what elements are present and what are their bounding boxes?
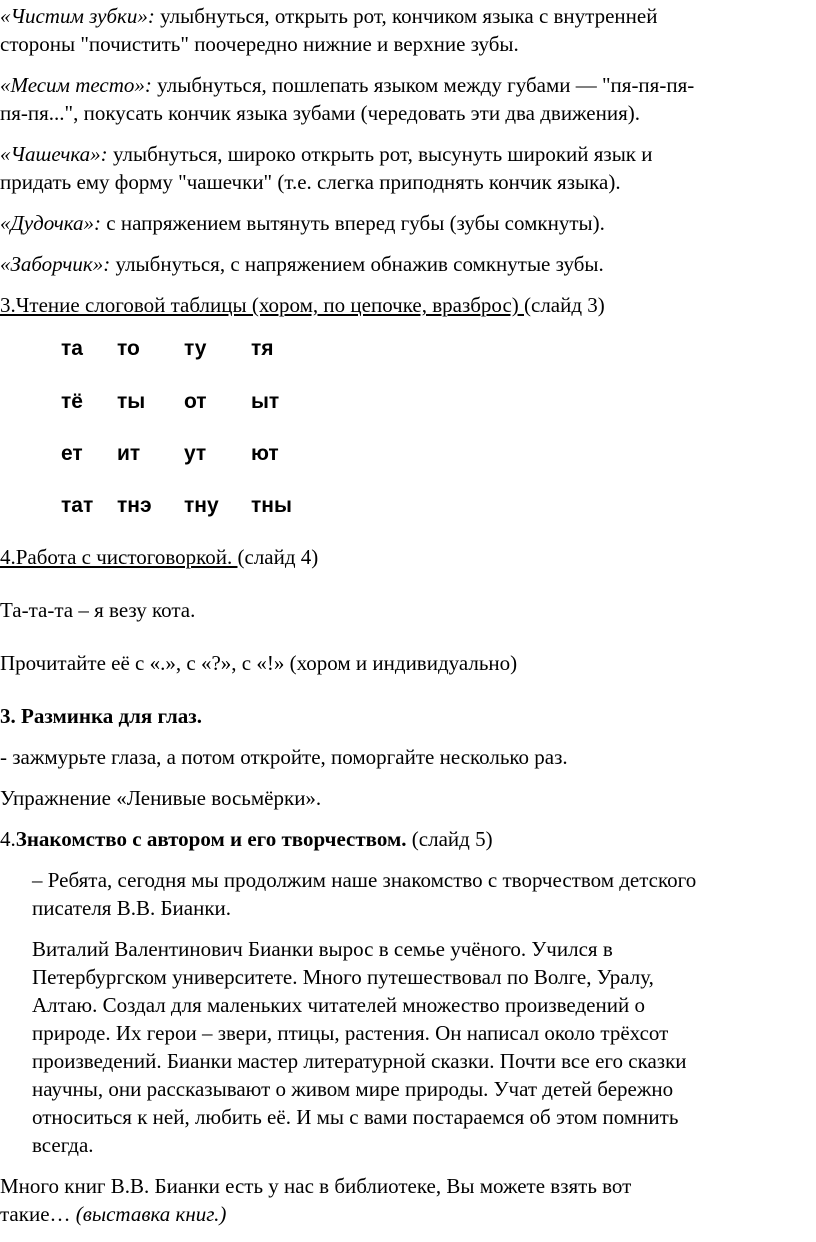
author-bio-line: относиться к ней, любить её. И мы с вами постараемся об этом помнить bbox=[32, 1105, 679, 1129]
exercise-5-line-1 bbox=[0, 250, 604, 278]
exercise-3-name: «Чашечка»: bbox=[0, 142, 108, 166]
syllable: ет bbox=[61, 442, 83, 465]
closing-text: такие… bbox=[0, 1202, 76, 1226]
exercise-2-line-1 bbox=[0, 71, 694, 99]
eye-warmup-heading: 3. Разминка для глаз. bbox=[0, 704, 202, 728]
exercise-4-text: с напряжением вытянуть вперед губы (зубы сомкнуты). bbox=[101, 211, 605, 235]
syllable: ит bbox=[117, 442, 141, 465]
syllable: от bbox=[184, 390, 207, 413]
syllable-table-heading bbox=[0, 291, 605, 319]
syllable: тя bbox=[251, 337, 274, 360]
exercise-5-name: «Заборчик»: bbox=[0, 252, 111, 276]
eye-warmup-line-1: - зажмурьте глаза, а потом откройте, поморгайте несколько раз. bbox=[0, 745, 568, 769]
syllable: ту bbox=[184, 337, 207, 360]
syllable: ты bbox=[117, 390, 146, 413]
syllable: тат bbox=[61, 494, 94, 517]
syllable: ют bbox=[251, 442, 279, 465]
tongue-twister-title: 4.Работа с чистоговоркой. bbox=[0, 545, 238, 569]
syllable: тну bbox=[184, 494, 219, 517]
author-bio-line: научны, они рассказывают о живом мире природы. Учат детей бережно bbox=[32, 1077, 674, 1101]
exercise-1-name: «Чистим зубки»: bbox=[0, 4, 155, 28]
syllable: то bbox=[117, 337, 140, 360]
exercise-3-line-1 bbox=[0, 140, 653, 168]
exercise-2-line-2: пя-пя...", покусать кончик языка зубами (чередовать эти два движения). bbox=[0, 101, 640, 125]
syllable: та bbox=[61, 337, 83, 360]
syllable: тнэ bbox=[117, 494, 152, 517]
author-intro-line: писателя В.В. Бианки. bbox=[32, 896, 232, 920]
tongue-twister-phrase: Та-та-та – я везу кота. bbox=[0, 598, 196, 622]
exercise-2-text: улыбнуться, пошлепать языком между губами — "пя-пя-пя- bbox=[151, 73, 695, 97]
exercise-4-line-1 bbox=[0, 209, 605, 237]
closing-line-1: Много книг В.В. Бианки есть у нас в библиотеке, Вы можете взять вот bbox=[0, 1174, 632, 1198]
author-bio-line: Петербургском университете. Много путешествовал по Волге, Уралу, bbox=[32, 965, 654, 989]
syllable: тны bbox=[251, 494, 292, 517]
author-heading bbox=[0, 825, 493, 853]
author-bio-line: природе. Их герои – звери, птицы, растения. Он написал около трёхсот bbox=[32, 1021, 669, 1045]
author-bio-line: Алтаю. Создал для маленьких читателей множество произведений о bbox=[32, 993, 645, 1017]
syllable-table-slide: (слайд 3) bbox=[524, 293, 605, 317]
eye-warmup-line-2: Упражнение «Ленивые восьмёрки». bbox=[0, 786, 322, 810]
tongue-twister-heading bbox=[0, 543, 318, 571]
exercise-1-line-1 bbox=[0, 2, 657, 30]
syllable: тё bbox=[61, 390, 83, 413]
author-bio-line: произведений. Бианки мастер литературной сказки. Почти все его сказки bbox=[32, 1049, 687, 1073]
author-heading-title: Знакомство с автором и его творчеством. bbox=[15, 827, 407, 851]
author-intro-line: – Ребята, сегодня мы продолжим наше знакомство с творчеством детского bbox=[32, 868, 697, 892]
syllable: ут bbox=[184, 442, 207, 465]
tongue-twister-instruction: Прочитайте её с «.», с «?», с «!» (хором и индивидуально) bbox=[0, 651, 518, 675]
author-bio-line: всегда. bbox=[32, 1133, 94, 1157]
exercise-3-line-2: придать ему форму "чашечки" (т.е. слегка приподнять кончик языка). bbox=[0, 170, 621, 194]
author-bio-line: Виталий Валентинович Бианки вырос в семье учёного. Учился в bbox=[32, 937, 613, 961]
book-exhibition-note: (выставка книг.) bbox=[75, 1202, 227, 1226]
exercise-2-name: «Месим тесто»: bbox=[0, 73, 152, 97]
syllable-table-title: 3.Чтение слоговой таблицы (хором, по цепочке, вразброс) bbox=[0, 293, 525, 317]
exercise-1-text: улыбнуться, открыть рот, кончиком языка с внутренней bbox=[154, 4, 658, 28]
exercise-3-text: улыбнуться, широко открыть рот, высунуть широкий язык и bbox=[107, 142, 653, 166]
syllable: ыт bbox=[251, 390, 280, 413]
exercise-4-name: «Дудочка»: bbox=[0, 211, 102, 235]
tongue-twister-slide: (слайд 4) bbox=[237, 545, 319, 569]
exercise-1-line-2: стороны "почистить" поочередно нижние и верхние зубы. bbox=[0, 32, 519, 56]
author-heading-slide: (слайд 5) bbox=[406, 827, 493, 851]
author-heading-number: 4. bbox=[0, 827, 16, 851]
exercise-5-text: улыбнуться, с напряжением обнажив сомкнутые зубы. bbox=[110, 252, 604, 276]
closing-line-2 bbox=[0, 1200, 226, 1228]
